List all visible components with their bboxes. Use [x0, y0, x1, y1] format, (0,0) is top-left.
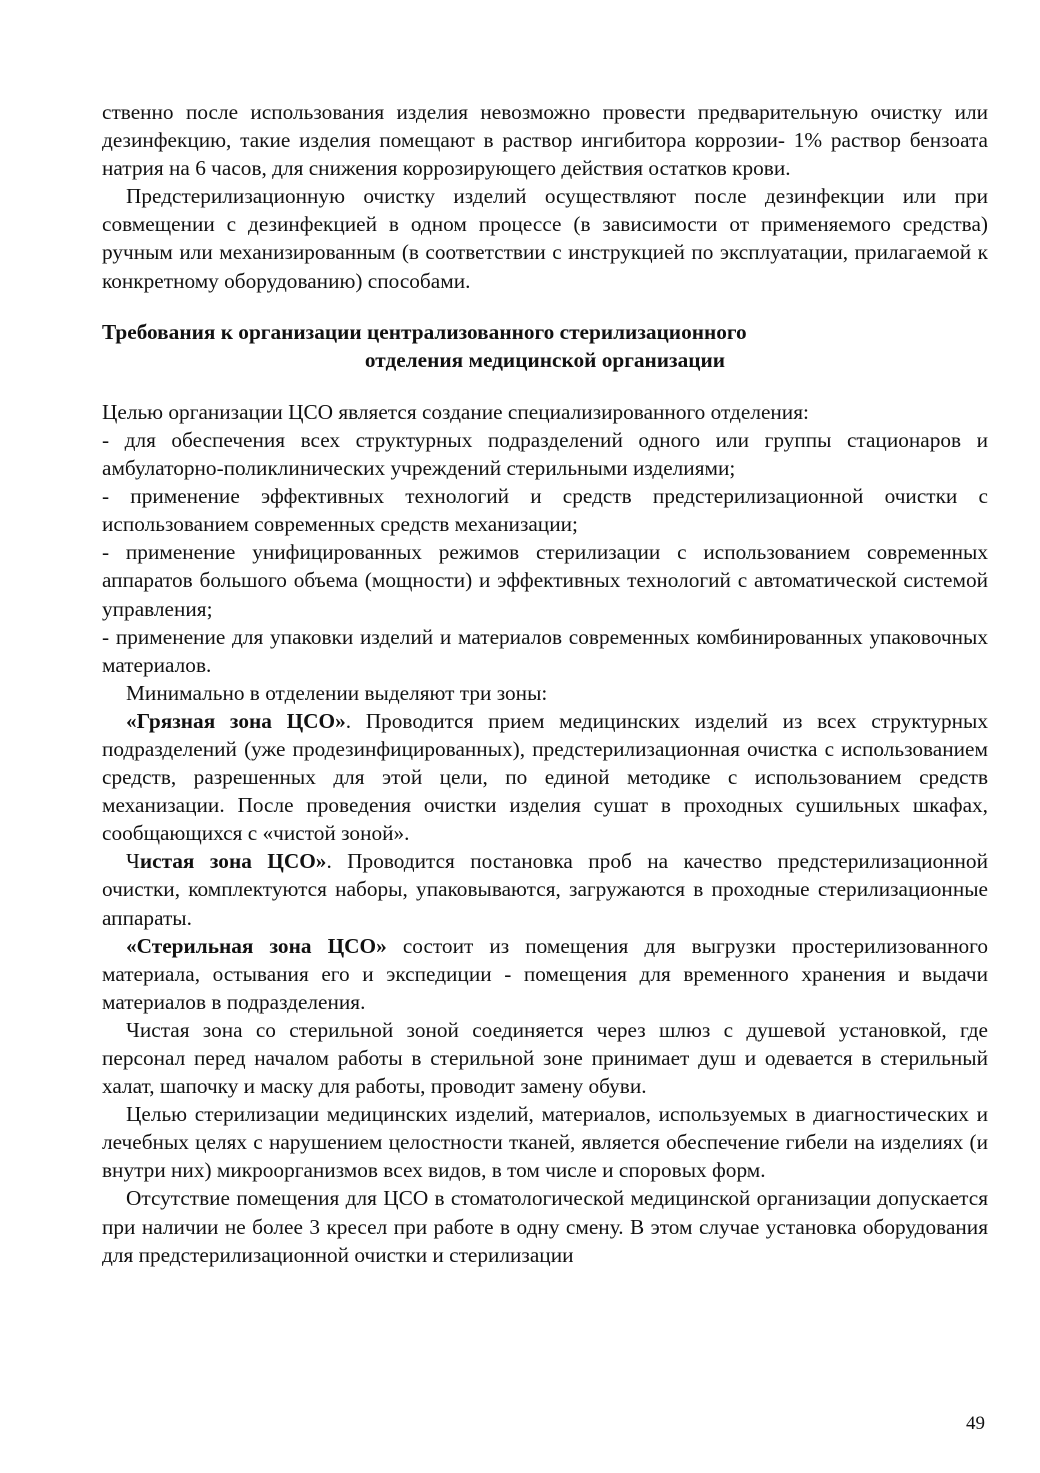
paragraph-continued: ственно после использования изделия невозможно провести предварительную очистку или дезинфекцию, такие изделия помещают в раствор ингибитора коррозии- 1% раствор бензоата натрия на 6 часов, для снижения коррозирующего действия остатков крови. — [102, 100, 988, 181]
paragraph-goal: Целью организации ЦСО является создание специализированного отделения: — [102, 399, 809, 424]
page-body — [102, 98, 988, 1269]
paragraph-sterilization-goal: Целью стерилизации медицинских изделий, материалов, используемых в диагностических и лечебных целях с нарушением целостности тканей, является обеспечение гибели на изделиях (и внутри них) микроорганизмов всех видов, в том числе и споровых форм. — [102, 1102, 988, 1183]
paragraph-presterilization: Предстерилизационную очистку изделий осуществляют после дезинфекции или при совмещении с дезинфекцией в одном процессе (в зависимости от применяемого средства) ручным или механизированным (в соответствии с инструкцией по эксплуатации, прилагаемой к конкретному оборудованию) способами. — [102, 184, 988, 293]
heading-line-2: отделения медицинской организации — [364, 347, 726, 372]
heading-line-1: Требования к организации централизованного стерилизационного — [102, 319, 747, 344]
clean-zone-prefix: Ч — [126, 849, 140, 874]
dirty-zone-text: . Проводится прием медицинских изделий из всех структурных подразделений (уже продезинфицированных), предстерилизационная очистка с использованием средств, разрешенных для этой цели, по единой методике с использованием средств механизации. После проведения очистки изделия сушат в проходных сушильных шкафах, сообщающихся с «чистой зоной». — [102, 708, 988, 846]
list-item: - применение унифицированных режимов стерилизации с использованием современных аппаратов большого объема (мощности) и эффективных технологий с автоматической системой управления; — [102, 540, 988, 621]
clean-zone-title: истая зона ЦСО» — [139, 849, 327, 874]
dirty-zone-title: «Грязная зона ЦСО» — [126, 708, 346, 733]
list-item: - для обеспечения всех структурных подразделений одного или группы стационаров и амбулаторно-поликлинических учреждений стерильными изделиями; — [102, 427, 988, 481]
list-item: - применение для упаковки изделий и материалов современных комбинированных упаковочных материалов. — [102, 624, 988, 677]
list-item: - применение эффективных технологий и средств предстерилизационной очистки с использованием современных средств механизации; — [102, 484, 988, 537]
section-heading — [102, 318, 988, 374]
sterile-zone-text: состоит из помещения для выгрузки простерилизованного материала, остывания его и экспедиции - помещения для временного хранения и выдачи материалов в подразделения. — [102, 933, 988, 1014]
paragraph-sterile-zone — [102, 932, 988, 1016]
sterile-zone-title: «Стерильная зона ЦСО» — [126, 933, 387, 958]
paragraph-dental: Отсутствие помещения для ЦСО в стоматологической медицинской организации допускается при наличии не более 3 кресел при работе в одну смену. В этом случае установка оборудования для предстерилизационной очистки и стерилизации — [102, 1186, 988, 1267]
paragraph-airlock: Чистая зона со стерильной зоной соединяется через шлюз с душевой установкой, где персонал перед началом работы в стерильной зоне принимает душ и одевается в стерильный халат, шапочку и маску для работы, проводит замену обуви. — [102, 1017, 988, 1099]
clean-zone-text: . Проводится постановка проб на качество предстерилизационной очистки, комплектуются наборы, упаковываются, загружаются в проходные стерилизационные аппараты. — [102, 849, 988, 930]
paragraph-dirty-zone — [102, 707, 988, 847]
paragraph-zones-intro: Минимально в отделении выделяют три зоны: — [126, 680, 548, 705]
paragraph-clean-zone — [102, 847, 988, 931]
page-number: 49 — [966, 1413, 985, 1434]
